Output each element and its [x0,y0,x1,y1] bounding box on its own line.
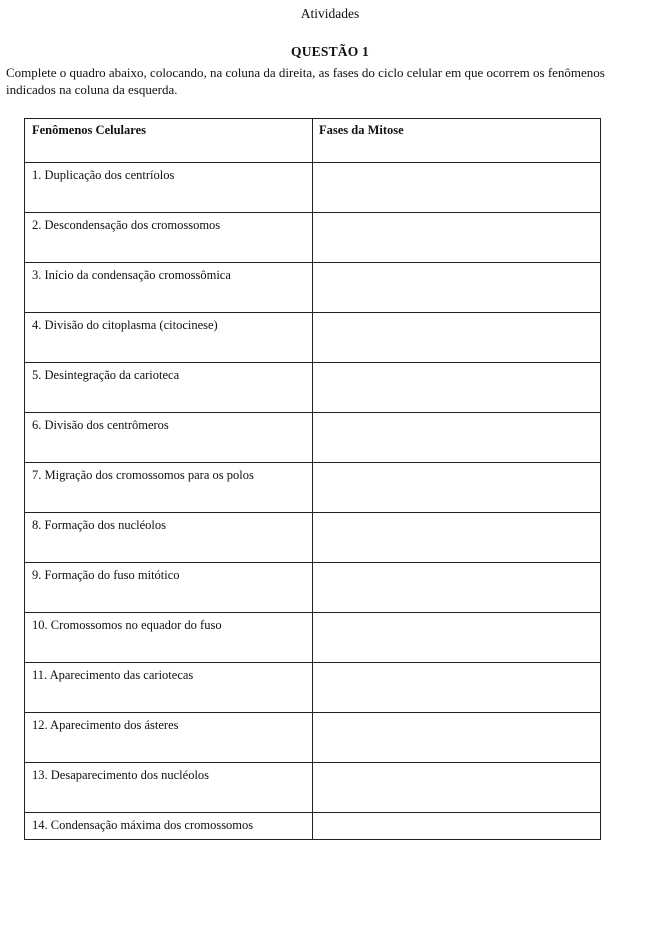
answer-cell[interactable] [313,313,601,363]
answer-cell[interactable] [313,713,601,763]
phenomenon-cell [25,413,313,463]
table-row [25,663,601,713]
phenomenon-text: 14. Condensação máxima dos cromossomos [32,818,254,832]
header-phenomena-label: Fenômenos Celulares [32,123,146,137]
table-header-row [25,119,601,163]
phenomenon-cell [25,713,313,763]
table-row [25,413,601,463]
phenomenon-text: 3. Início da condensação cromossômica [32,268,231,282]
header-mitosis-phases [313,119,601,163]
phenomenon-text: 2. Descondensação dos cromossomos [32,218,221,232]
phenomenon-text: 5. Desintegração da carioteca [32,368,180,382]
phenomenon-cell [25,763,313,813]
phenomenon-text: 4. Divisão do citoplasma (citocinese) [32,318,218,332]
page-header: Atividades [300,6,360,21]
answer-cell[interactable] [313,363,601,413]
answer-cell[interactable] [313,263,601,313]
table-row [25,213,601,263]
answer-cell[interactable] [313,813,601,840]
answer-cell[interactable] [313,613,601,663]
phenomenon-cell [25,363,313,413]
phenomenon-text: 11. Aparecimento das cariotecas [32,668,194,682]
question-title: QUESTÃO 1 [291,44,369,59]
table-row [25,313,601,363]
answer-cell[interactable] [313,163,601,213]
table-row [25,163,601,213]
answer-cell[interactable] [313,213,601,263]
answer-cell[interactable] [313,663,601,713]
phenomenon-text: 12. Aparecimento dos ásteres [32,718,179,732]
table-row [25,813,601,840]
table-row [25,563,601,613]
header-mitosis-phases-label: Fases da Mitose [319,123,404,137]
phenomenon-cell [25,663,313,713]
phenomenon-text: 7. Migração dos cromossomos para os polos [32,468,254,482]
phenomenon-cell [25,563,313,613]
table-row [25,713,601,763]
answer-cell[interactable] [313,513,601,563]
phenomenon-cell [25,513,313,563]
phenomenon-cell [25,613,313,663]
table-row [25,263,601,313]
answer-cell[interactable] [313,763,601,813]
phenomenon-cell [25,263,313,313]
table-row [25,613,601,663]
phenomenon-cell [25,463,313,513]
phenomenon-text: 10. Cromossomos no equador do fuso [32,618,222,632]
phenomenon-cell [25,213,313,263]
phenomenon-text: 1. Duplicação dos centríolos [32,168,175,182]
answer-cell[interactable] [313,413,601,463]
table-row [25,463,601,513]
table-row [25,363,601,413]
phenomenon-text: 9. Formação do fuso mitótico [32,568,180,582]
question-instructions: Complete o quadro abaixo, colocando, na coluna da direita, as fases do ciclo celular em que ocorrem os fenômenos indicados na coluna da esquerda. [6,65,605,97]
phenomenon-cell [25,813,313,840]
phenomenon-cell [25,313,313,363]
table-row [25,763,601,813]
phases-table [24,118,601,840]
phenomenon-cell [25,163,313,213]
phenomenon-text: 13. Desaparecimento dos nucléolos [32,768,210,782]
phenomenon-text: 6. Divisão dos centrômeros [32,418,169,432]
header-phenomena [25,119,313,163]
answer-cell[interactable] [313,463,601,513]
table-row [25,513,601,563]
answer-cell[interactable] [313,563,601,613]
phenomenon-text: 8. Formação dos nucléolos [32,518,167,532]
